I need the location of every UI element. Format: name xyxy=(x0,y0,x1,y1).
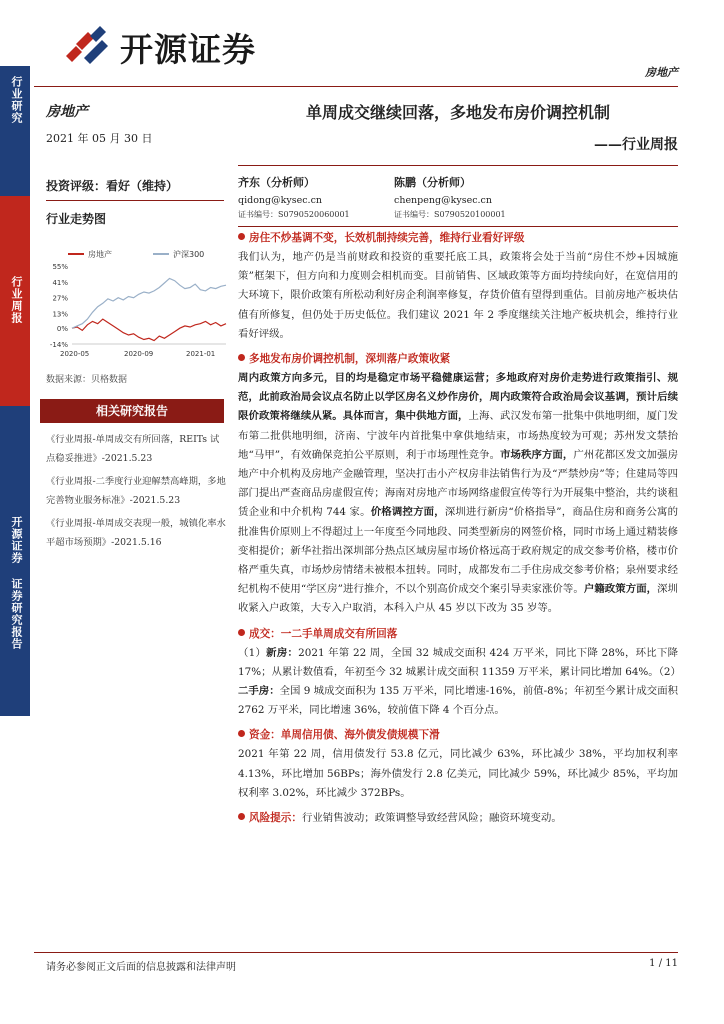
y-tick-label: 27% xyxy=(52,294,68,303)
data-source: 数据来源：贝格数据 xyxy=(46,375,128,385)
analyst-rule-bottom xyxy=(238,226,678,227)
trend-chart xyxy=(40,246,230,358)
series-line-0 xyxy=(72,319,226,341)
analyst-1 xyxy=(238,174,388,220)
related-item[interactable]: 《行业周报-二季度行业迎解禁高峰期，多地完善物业服务标准》-2021.5.23 xyxy=(46,476,226,506)
section-body: 周内政策方向多元，目的均是稳定市场平稳健康运营；多地政府对房价走势进行政策指引、规范，此前政治局会议点名防止以学区房名义炒作房价，周内政策符合政治局会议基调，预计后续限价政策将继续从紧。具体而言，集中供地方面，上海、武汉发布第一批集中供地明细，厦门发布第二批供地明细，济南、宁波年内首批集中拿供地结束，市场热度较为可观；苏州发文禁抬地“马甲”，有效确保竞拍公平原则，利于市场理性竞争。市场秩序方面，广州花都区发文加强房地产中介机构及房地产金融管理，坚决打击小产权房非法销售行为及“严禁炒房”等；住建局等四部门提出严查商品房虚假宣传；海南对房地产市场网络虚假宣传等行为开展集中整治，共约谈租赁企业和中介机构 744 家。价格调控方面，深圳进行新房“价格指导”，商品住房和商务公寓的批准售价原则上不得超过上一年度至今同地段、同类型新房的网签价格，同时市场上通过精装修变相提价；新华社指出深圳部分热点区域房屋市场价格远高于政府规定的成交参考价格，楼市价格严重失真，市场炒房情绪未被根本扭转。同时，成都发布二手住房成交参考价格；泉州要求经纪机构不使用“学区房”进行推介，不以个别高价成交个案引导卖家涨价等。户籍政策方面，深圳收紧入户政策，大专入户取消，本科入户从 45 岁以下改为 35 岁等。 xyxy=(238,372,679,615)
analyst-rule-top xyxy=(238,165,678,166)
x-tick-label: 2020-09 xyxy=(124,350,154,358)
bullet-icon xyxy=(238,629,245,636)
legend-label: 房地产 xyxy=(88,250,112,259)
section-head: 资金：单周信用债、海外债发债规模下滑 xyxy=(238,726,678,745)
y-tick-label: 55% xyxy=(52,263,68,271)
series-line-1 xyxy=(72,278,226,328)
related-header xyxy=(40,399,224,423)
header-rule xyxy=(34,86,678,87)
logo xyxy=(62,22,292,69)
investment-rating: 投资评级：看好（维持） xyxy=(46,179,179,193)
y-tick-label: 0% xyxy=(56,325,68,334)
y-tick-label: -14% xyxy=(49,341,68,349)
bullet-icon xyxy=(238,354,245,361)
rating-rule xyxy=(46,200,224,201)
y-tick-label: 41% xyxy=(52,278,68,287)
logo-mark-icon xyxy=(62,22,114,66)
legend-label: 沪深300 xyxy=(173,250,205,259)
x-tick-label: 2021-01 xyxy=(186,350,216,358)
related-title: 相关研究报告 xyxy=(95,404,168,418)
header-category: 房地产 xyxy=(645,66,678,79)
analyst-cert: 证书编号：S0790520060001 xyxy=(238,210,350,219)
bullet-icon xyxy=(238,813,245,820)
bullet-icon xyxy=(238,233,245,240)
analyst-email[interactable]: qidong@kysec.cn xyxy=(238,195,323,206)
analyst-cert: 证书编号：S0790520100001 xyxy=(394,210,506,219)
section-body: （1）新房：2021 年第 22 周，全国 32 城成交面积 424 万平米，同比下降 28%，环比下降 17%；从累计数值看，年初至今 32 城累计成交面积 11359 万平米，累计同比增加 64%。（2）二手房：全国 9 城成交面积为 135 万平米，同比增速-16%，前值-8%；年初至今累计成交面积 2762 万平米，同比增速 36%，较前值下降 4 个百分点。 xyxy=(238,646,681,717)
section-head: 多地发布房价调控机制，深圳落户政策收紧 xyxy=(238,350,678,369)
logo-text: 开源证券 xyxy=(120,30,256,69)
report-title: 单周成交继续回落，多地发布房价调控机制 xyxy=(305,103,610,122)
related-item[interactable]: 《行业周报-单周成交表现一般，城镇化率水平超市场预期》-2021.5.16 xyxy=(46,518,226,548)
sector-name: 房地产 xyxy=(46,104,88,120)
report-date: 2021 年 05 月 30 日 xyxy=(46,132,153,145)
analyst-name: 齐东（分析师） xyxy=(238,176,315,189)
analyst-2 xyxy=(394,174,544,220)
footer-rule xyxy=(34,952,678,953)
analyst-name: 陈鹏（分析师） xyxy=(394,176,471,189)
related-list xyxy=(46,430,226,552)
risk-line: 风险提示：行业销售波动；政策调整导致经营风险；融资环境变动。 xyxy=(238,809,678,828)
report-subtitle: ——行业周报 xyxy=(594,137,678,153)
x-tick-label: 2020-05 xyxy=(60,350,90,358)
main-body xyxy=(238,229,681,828)
section-head: 房住不炒基调不变，长效机制持续完善，维持行业看好评级 xyxy=(238,229,678,248)
side-label-bottom: 开源证券 证券研究报告 xyxy=(10,516,23,650)
side-label-mid: 行业周报 xyxy=(10,276,23,324)
side-label-top: 行业研究 xyxy=(10,76,23,124)
y-tick-label: 13% xyxy=(52,310,68,319)
related-item[interactable]: 《行业周报-单周成交有所回落，REITs 试点稳妥推进》-2021.5.23 xyxy=(46,434,220,464)
analyst-email[interactable]: chenpeng@kysec.cn xyxy=(394,195,492,206)
section-body: 2021 年第 22 周，信用债发行 53.8 亿元，同比减少 63%，环比减少 38%，平均加权利率 4.13%，环比增加 56BPs；海外债发行 2.8 亿美元，同比减少 59%，环比减少 85%，平均加权利率 3.02%，环比减少 372BPs。 xyxy=(238,748,678,799)
page-number: 1 / 11 xyxy=(649,958,678,969)
bullet-icon xyxy=(238,730,245,737)
trend-title: 行业走势图 xyxy=(46,212,107,226)
section-body: 我们认为，地产仍是当前财政和投资的重要托底工具，政策将会处于当前“房住不炒+因城施策”框架下，但方向和力度则会相机而变。目前销售、区域政策等方面均持续向好，在宽信用的大环境下，限价政策有所松动利好房企利润率修复，存货价值有望得到重估。目前房地产板块估值有所修复，但仍处于历史低位。我们建议 2021 年 2 季度继续关注地产板块机会，维持行业看好评级。 xyxy=(238,251,678,340)
footer-disclaimer: 请务必参阅正文后面的信息披露和法律声明 xyxy=(46,962,236,973)
section-head: 成交：一二手单周成交有所回落 xyxy=(238,625,678,644)
